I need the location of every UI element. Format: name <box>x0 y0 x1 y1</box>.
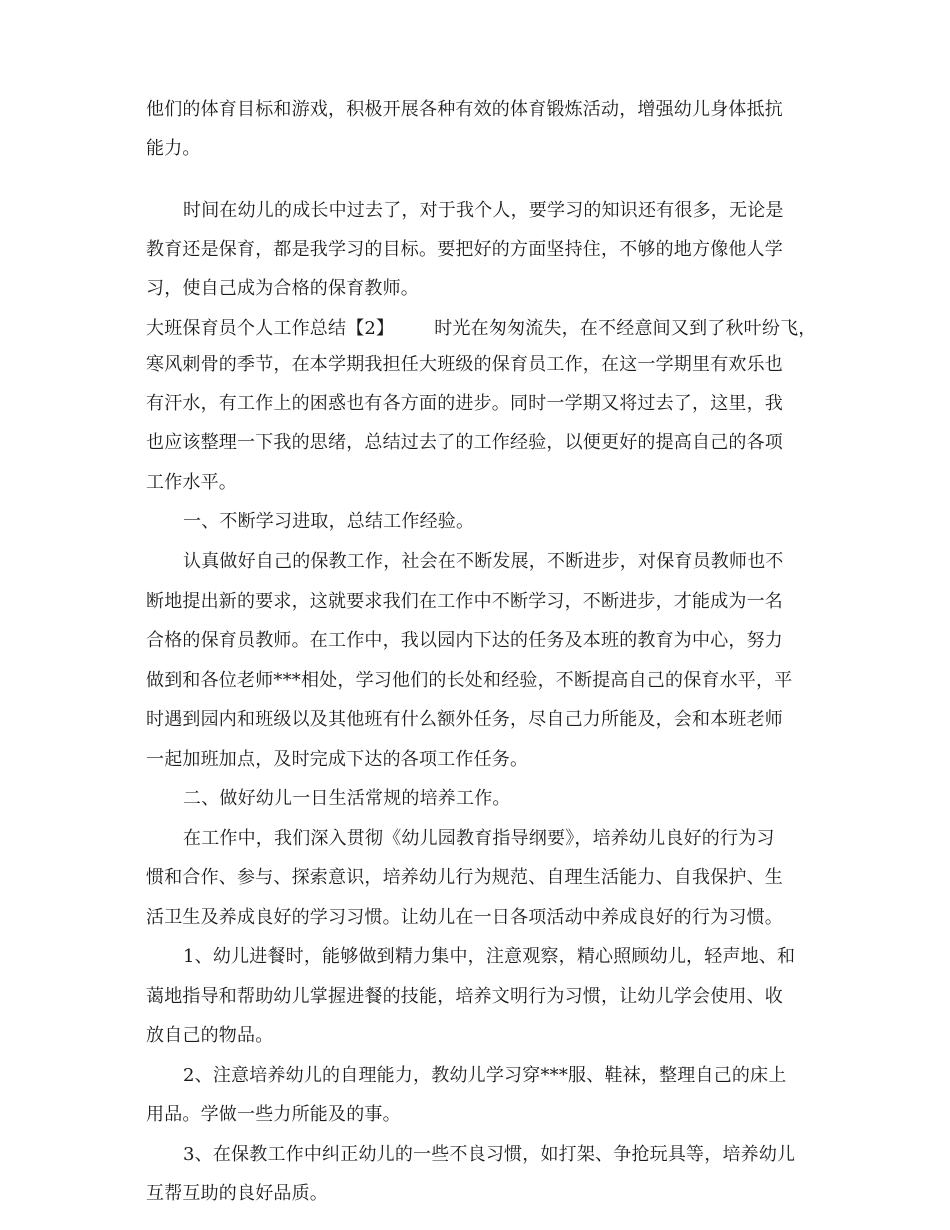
section-title: 大班保育员个人工作总结【2】 <box>146 318 395 339</box>
text-line: 一、不断学习进取，总结工作经验。 <box>183 511 475 532</box>
section-text: 时光在匆匆流失，在不经意间又到了秋叶纷飞， <box>434 318 817 339</box>
text-line: 教育还是保育，都是我学习的目标。要把好的方面坚持住，不够的地方像他人学 <box>146 239 783 260</box>
text-line: 他们的体育目标和游戏，积极开展各种有效的体育锻炼活动，增强幼儿身体抵抗 <box>146 99 783 120</box>
text-line: 3、在保教工作中纠正幼儿的一些不良习惯，如打架、争抢玩具等，培养幼儿 <box>183 1144 796 1165</box>
text-line: 时间在幼儿的成长中过去了，对于我个人，要学习的知识还有很多，无论是 <box>183 200 784 221</box>
text-line: 一起加班加点，及时完成下达的各项工作任务。 <box>146 749 529 770</box>
text-line: 活卫生及养成良好的学习习惯。让幼儿在一日各项活动中养成良好的行为习惯。 <box>146 907 783 928</box>
text-line: 1、幼儿进餐时，能够做到精力集中，注意观察，精心照顾幼儿，轻声地、和 <box>183 946 796 967</box>
text-line: 二、做好幼儿一日生活常规的培养工作。 <box>183 788 511 809</box>
text-line: 蔼地指导和帮助幼儿掌握进餐的技能，培养文明行为习惯，让幼儿学会使用、收 <box>146 986 783 1007</box>
text-line: 做到和各位老师***相处，学习他们的长处和经验，不断提高自己的保育水平，平 <box>146 670 793 691</box>
text-line: 也应该整理一下我的思绪，总结过去了的工作经验，以便更好的提高自己的各项 <box>146 432 783 453</box>
text-line: 能力。 <box>146 138 201 159</box>
text-line: 在工作中，我们深入贯彻《幼儿园教育指导纲要》，培养幼儿良好的行为习 <box>183 828 775 849</box>
text-line: 工作水平。 <box>146 472 237 493</box>
text-line: 认真做好自己的保教工作，社会在不断发展，不断进步，对保育员教师也不 <box>183 551 784 572</box>
text-line: 2、注意培养幼儿的自理能力，教幼儿学习穿***服、鞋袜，整理自己的床上 <box>183 1065 787 1086</box>
text-line: 有汗水，有工作上的困惑也有各方面的进步。同时一学期又将过去了，这里，我 <box>146 393 783 414</box>
text-line: 互帮互助的良好品质。 <box>146 1183 328 1204</box>
text-line: 时遇到园内和班级以及其他班有什么额外任务，尽自己力所能及，会和本班老师 <box>146 709 783 730</box>
text-line: 合格的保育员教师。在工作中，我以园内下达的任务及本班的教育为中心，努力 <box>146 630 783 651</box>
text-line: 习，使自己成为合格的保育教师。 <box>146 278 419 299</box>
text-line: 用品。学做一些力所能及的事。 <box>146 1104 401 1125</box>
section-heading-line <box>146 311 816 347</box>
text-line: 断地提出新的要求，这就要求我们在工作中不断学习，不断进步，才能成为一名 <box>146 591 783 612</box>
text-line: 惯和合作、参与、探索意识，培养幼儿行为规范、自理生活能力、自我保护、生 <box>146 867 783 888</box>
text-line: 寒风刺骨的季节，在本学期我担任大班级的保育员工作，在这一学期里有欢乐也 <box>146 354 783 375</box>
text-line: 放自己的物品。 <box>146 1025 274 1046</box>
